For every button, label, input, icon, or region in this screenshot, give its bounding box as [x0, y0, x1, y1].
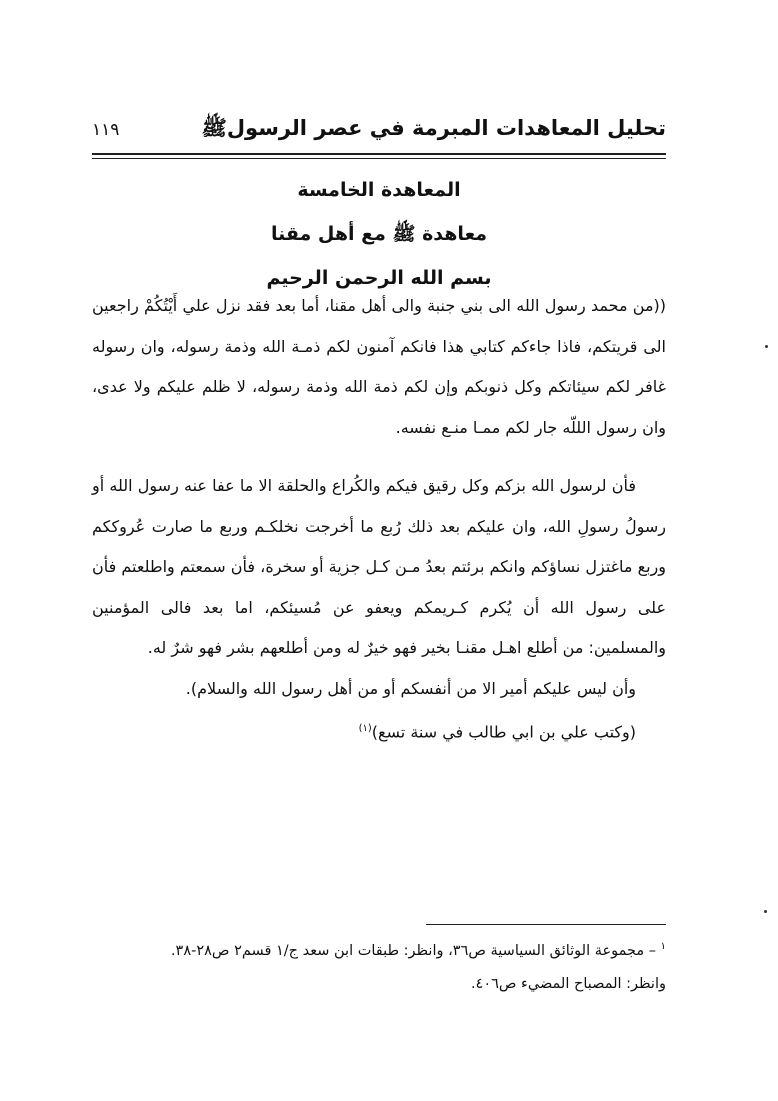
paragraph-3: وأن ليس عليكم أمير الا من أنفسكم أو من أهل رسول الله والسلام).: [185, 678, 636, 698]
footnote-separator: [426, 924, 666, 925]
footnote-2: [92, 968, 666, 1001]
footnote-text: – مجموعة الوثائق السياسية ص٣٦، وانظر: طبقات ابن سعد ج/١ قسم٢ ص٢٨-٣٨.: [170, 942, 657, 959]
scan-speck: [764, 910, 767, 913]
paragraph-2: فأن لرسول الله بزكم وكل رقيق فيكم والكُراع والحلقة الا ما عفا عنه رسول الله أو رسولُ رسولِ الله، وان عليكم بعد ذلك رُبع ما أخرجت نخلكـم وربع ما صارت عُروككم وربع ماغتزل نساؤكم وانكم برئتم بعدُ مـن كـل جزية أو سخرة، فأن سمعتم واطلعتم فأن على رسول الله أن يُكرم كـريمكم ويعفو عن مُسيئكم، اما بعد فالى المؤمنين والمسلمين: من أطلع اهـل مقنـا بخير فهو خيرٌ له ومن أطلعهم بشر فهو شرٌ له.: [92, 476, 666, 657]
page-number: ١١٩: [92, 120, 120, 140]
paragraph-1: ((من محمد رسول الله الى بني جنبة والى أهل مقنا، أما بعد فقد نزل علي أَيْتُكُمْ راجعين الى قريتكم، فاذا جاءكم كتابي هذا فانكم آمنون لكم ذمـة الله وذمة رسوله، وان رسوله غافر لكم سيئاتكم وكل ذنوبكم وإن لكم ذمة الله وذمة رسوله، لا ظلم عليكم ولا عدى، وان رسول الللّه جار لكم ممـا منـع نفسه.: [92, 296, 666, 437]
treaty-title: معاهدة ﷺ مع أهل مقنا: [270, 223, 488, 245]
footnote-1: [92, 930, 666, 968]
closing-line: (وكتب علي بن ابي طالب في سنة تسع): [371, 722, 636, 742]
header-rule-thin: [92, 158, 666, 159]
paragraph-4: [92, 709, 666, 753]
footnote-reference[interactable]: (١): [358, 723, 372, 734]
scan-speck: [765, 345, 768, 348]
basmala: بسم الله الرحمن الرحيم: [266, 267, 492, 289]
footnotes: [92, 930, 666, 1001]
header-title: تحليل المعاهدات المبرمة في عصر الرسولﷺ: [201, 115, 666, 140]
section-headings: [92, 168, 666, 300]
treaty-text: [92, 286, 666, 753]
header-rule-thick: [92, 153, 666, 155]
footnote-text: وانظر: المصباح المضيء ص٤٠٦.: [470, 975, 666, 992]
footnote-mark: ١: [660, 941, 666, 952]
running-header: [92, 112, 666, 148]
section-title: المعاهدة الخامسة: [297, 179, 461, 201]
